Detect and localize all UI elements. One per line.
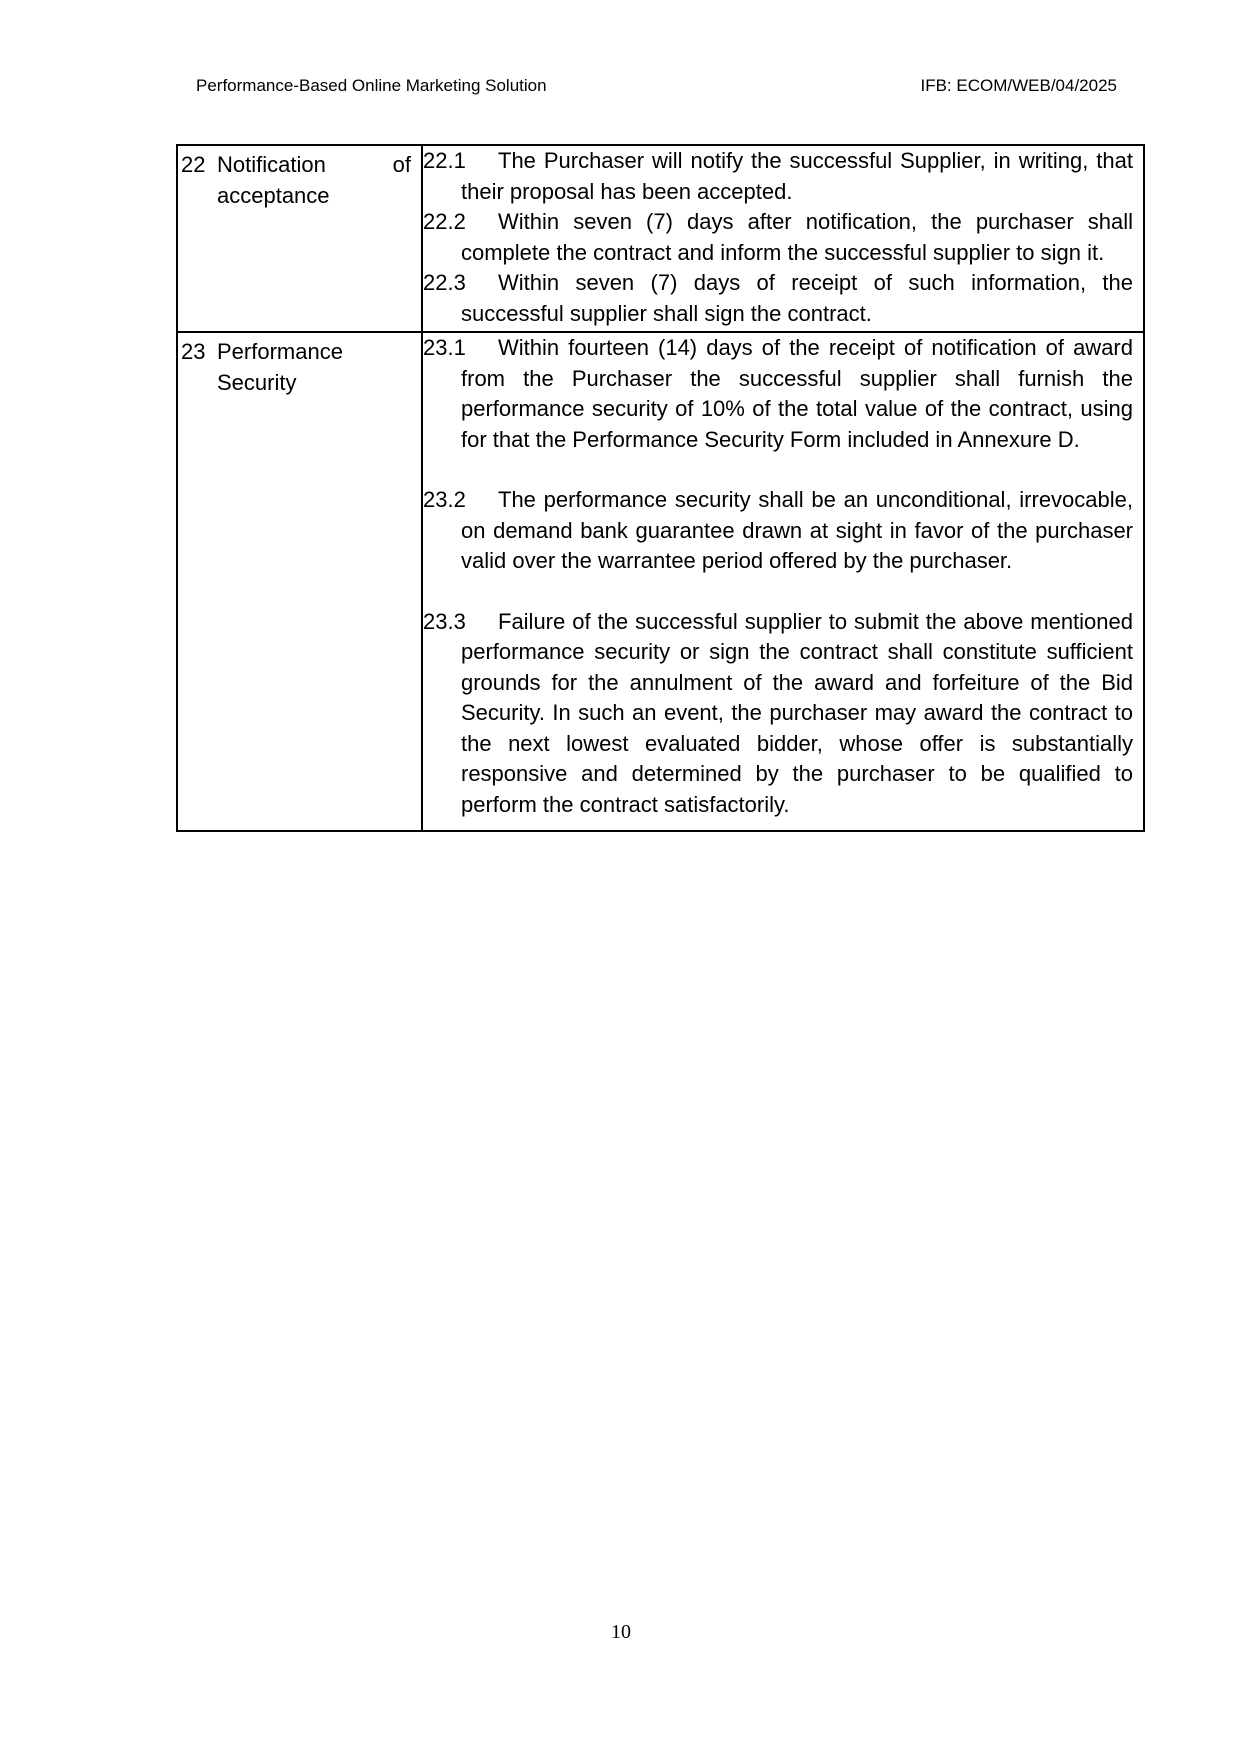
sub-clause-number: 22.1	[423, 148, 466, 173]
header-ifb-reference: IFB: ECOM/WEB/04/2025	[920, 76, 1117, 95]
page-number: 10	[611, 1621, 631, 1643]
clause-title-line: Notification of	[217, 152, 411, 177]
clause-title	[217, 150, 411, 211]
sub-clause	[423, 268, 1133, 329]
clause-row-22	[177, 145, 1144, 332]
sub-clause	[423, 333, 1133, 455]
clause-title-line: Security	[217, 369, 297, 395]
sub-clause-number: 23.3	[423, 608, 466, 634]
clause-title-line: acceptance	[217, 182, 330, 208]
sub-clause-text: Within seven (7) days after notification, the purchaser shall complete the contract and inform the successful supplier to sign it.	[461, 209, 1133, 265]
sub-clause	[423, 607, 1133, 821]
sub-clause	[423, 485, 1133, 577]
sub-clause-text: The Purchaser will notify the successful Supplier, in writing, that their proposal has been accepted.	[461, 148, 1133, 204]
sub-clause-number: 23.1	[423, 335, 466, 360]
clause-body-cell	[422, 145, 1144, 332]
clause-title	[217, 337, 411, 398]
sub-clause	[423, 207, 1133, 268]
clause-heading-cell	[177, 145, 422, 332]
sub-clause-text: Failure of the successful supplier to submit the above mentioned performance security or sign the contract shall constitute sufficient grounds for the annulment of the award and forfeiture of the Bid Security. In such an event, the purchaser may award the contract to the next lowest evaluated bidder, whose offer is substantially responsive and determined by the purchaser to be qualified to perform the contract satisfactorily.	[461, 608, 1133, 817]
clause-title-line: Performance	[217, 339, 343, 364]
sub-clause-text: The performance security shall be an unconditional, irrevocable, on demand bank guarantee drawn at sight in favor of the purchaser valid over the warrantee period offered by the purchaser.	[461, 487, 1133, 573]
clause-number: 23	[181, 339, 206, 364]
clause-heading-cell	[177, 332, 422, 831]
sub-clause-text: Within fourteen (14) days of the receipt of notification of award from the Purchaser the successful supplier shall furnish the performance security of 10% of the total value of the contract, using for that the Performance Security Form included in Annexure D.	[461, 335, 1133, 452]
sub-clause-number: 22.2	[423, 209, 466, 234]
sub-clause-number: 22.3	[423, 270, 466, 295]
clause-number: 22	[181, 152, 206, 177]
clause-row-23	[177, 332, 1144, 831]
sub-clause	[423, 146, 1133, 207]
header-document-title: Performance-Based Online Marketing Solution	[196, 76, 547, 95]
clauses-table	[176, 144, 1145, 832]
sub-clause-number: 23.2	[423, 487, 466, 512]
sub-clause-text: Within seven (7) days of receipt of such information, the successful supplier shall sign the contract.	[461, 270, 1133, 326]
clause-body-cell	[422, 332, 1144, 831]
